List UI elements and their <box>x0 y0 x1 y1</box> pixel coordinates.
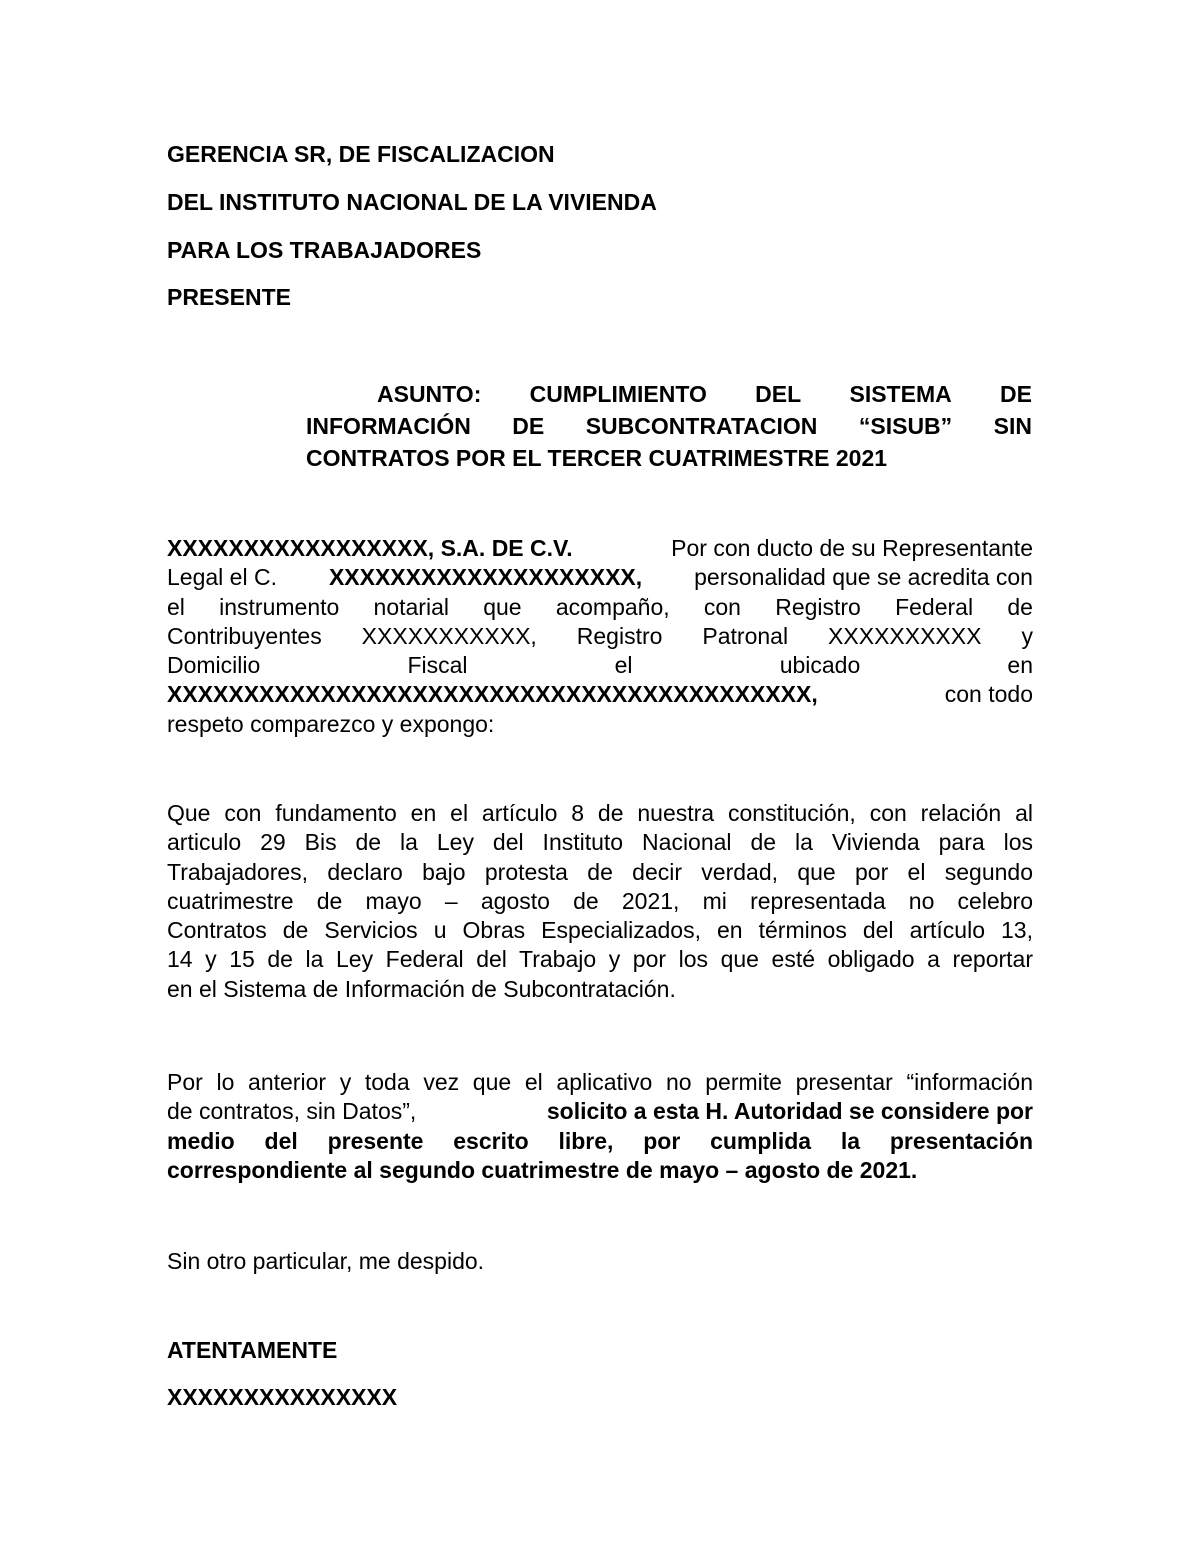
para1-word: de <box>1007 593 1033 620</box>
para2-line-2 <box>167 828 1033 857</box>
subject-line-3: CONTRATOS POR EL TERCER CUATRIMESTRE 2021 <box>306 445 888 471</box>
subject-word: DEL <box>755 381 802 407</box>
para1-text: Legal el C. <box>167 564 277 591</box>
legal-representative-name: XXXXXXXXXXXXXXXXXXXX, <box>328 564 643 591</box>
para1-word: instrumento <box>219 593 340 620</box>
subject-word: SISTEMA <box>849 381 952 407</box>
farewell-text: Sin otro particular, me despido. <box>167 1248 485 1274</box>
para2-text: 14 y 15 de la Ley Federal del Trabajo y por los que esté obligado a reportar <box>167 946 1033 973</box>
subject-word: DE <box>512 413 545 439</box>
para1-word: Fiscal <box>407 652 468 679</box>
para3-line-2 <box>167 1097 1033 1126</box>
paragraph-identification <box>167 534 1033 739</box>
para1-word: que <box>483 593 522 620</box>
para3-text: de contratos, sin Datos”, <box>167 1098 417 1125</box>
para1-word: en <box>1007 652 1033 679</box>
paragraph-request <box>167 1068 1033 1185</box>
para1-line-5 <box>167 651 1033 680</box>
subject-word: CUMPLIMIENTO <box>529 381 707 407</box>
para2-line-3 <box>167 858 1033 887</box>
para1-word: el <box>167 593 185 620</box>
para2-text: Que con fundamento en el artículo 8 de nuestra constitución, con relación al <box>167 800 1033 826</box>
para2-line-7: en el Sistema de Información de Subcontratación. <box>167 975 676 1002</box>
para1-word: Patronal <box>702 622 789 649</box>
subject-word: ASUNTO: <box>377 381 482 407</box>
subject-word: “SISUB” <box>858 413 953 439</box>
para3-line-1 <box>167 1068 1033 1097</box>
para1-word: Contribuyentes <box>167 622 322 649</box>
company-name: XXXXXXXXXXXXXXXXX, S.A. DE C.V. <box>167 535 573 561</box>
addressee-line-1: GERENCIA SR, DE FISCALIZACION <box>167 141 555 167</box>
para1-word: Registro <box>576 622 663 649</box>
para2-line-1 <box>167 799 1033 828</box>
signature-name: XXXXXXXXXXXXXXX <box>167 1384 398 1410</box>
fiscal-address-value: XXXXXXXXXXXXXXXXXXXXXXXXXXXXXXXXXXXXXXXXXX, <box>167 681 818 708</box>
registro-patronal-value: XXXXXXXXXX <box>828 622 982 649</box>
para2-line-5 <box>167 916 1033 945</box>
para1-word: Federal <box>895 593 974 620</box>
para1-line-4 <box>167 622 1033 651</box>
para1-text: Por con ducto de su Representante <box>671 535 1033 561</box>
para1-line-3 <box>167 593 1033 622</box>
para1-word: Registro <box>775 593 861 620</box>
para1-line-7: respeto comparezco y expongo: <box>167 710 495 737</box>
subject-word: DE <box>1000 381 1032 407</box>
para1-word: Domicilio <box>167 652 261 679</box>
para1-text: personalidad que se acredita con <box>694 564 1033 591</box>
addressee-line-2: DEL INSTITUTO NACIONAL DE LA VIVIENDA <box>167 189 657 215</box>
para1-text: con todo <box>944 681 1033 708</box>
para2-text: articulo 29 Bis de la Ley del Instituto Nacional de la Vivienda para los <box>167 829 1033 856</box>
para1-word: con <box>703 593 741 620</box>
atentamente-heading: ATENTAMENTE <box>167 1337 338 1363</box>
para2-line-6 <box>167 945 1033 974</box>
subject-line-1 <box>306 378 1032 410</box>
subject-word: INFORMACIÓN <box>306 413 471 439</box>
para1-line-6 <box>167 680 1033 709</box>
para1-word: y <box>1021 622 1033 649</box>
para1-word: notarial <box>373 593 449 620</box>
para1-word: el <box>614 652 633 679</box>
addressee-line-3: PARA LOS TRABAJADORES <box>167 237 482 263</box>
para1-word: ubicado <box>779 652 861 679</box>
paragraph-declaration <box>167 799 1033 1004</box>
addressee-presente: PRESENTE <box>167 284 291 310</box>
para3-request-text: solicito a esta H. Autoridad se considere por <box>546 1098 1033 1125</box>
para2-text: Trabajadores, declaro bajo protesta de decir verdad, que por el segundo <box>167 858 1033 885</box>
para2-text: cuatrimestre de mayo – agosto de 2021, mi representada no celebro <box>167 887 1033 914</box>
para3-line-3 <box>167 1127 1033 1156</box>
para3-request-text: medio del presente escrito libre, por cumplida la presentación <box>167 1127 1033 1154</box>
subject-block <box>306 378 1032 474</box>
para1-word: acompaño, <box>555 593 670 620</box>
para3-text: Por lo anterior y toda vez que el aplicativo no permite presentar “información <box>167 1069 1033 1095</box>
para2-line-4 <box>167 887 1033 916</box>
para1-line-1 <box>167 534 1033 563</box>
subject-word: SIN <box>993 413 1032 439</box>
rfc-value: XXXXXXXXXXX, <box>361 622 537 649</box>
para2-text: Contratos de Servicios u Obras Especializados, en términos del artículo 13, <box>167 917 1033 944</box>
subject-word: SUBCONTRATACION <box>585 413 818 439</box>
para1-line-2 <box>167 563 1033 592</box>
para3-line-4: correspondiente al segundo cuatrimestre de mayo – agosto de 2021. <box>167 1156 918 1183</box>
subject-line-2 <box>306 410 1032 442</box>
